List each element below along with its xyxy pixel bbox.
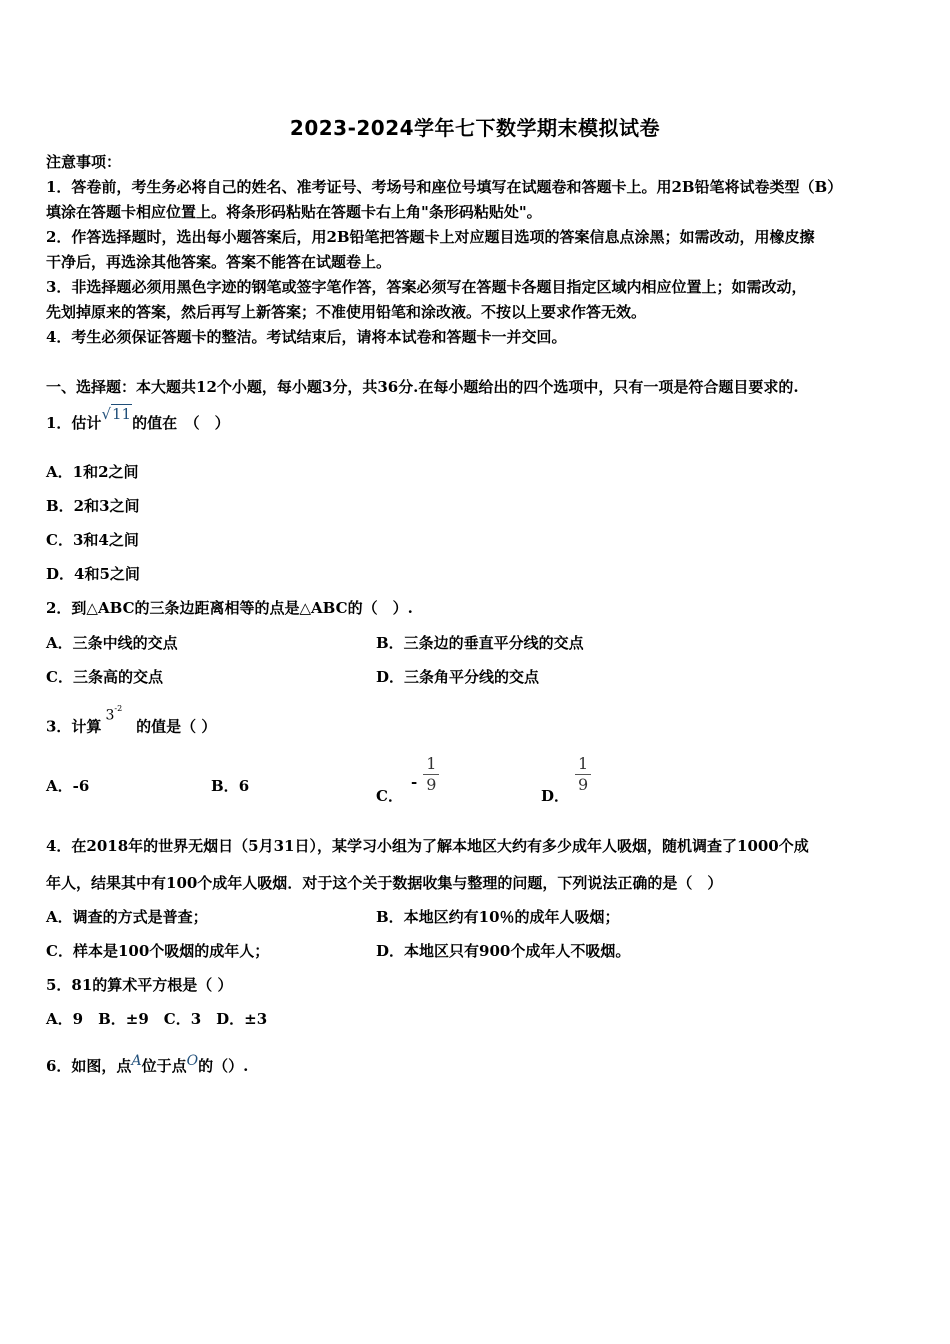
q4-option-d: D．本地区只有900个成年人不吸烟。 xyxy=(376,942,631,960)
q3-option-b xyxy=(211,776,249,796)
q4-option-a: A．调查的方式是普查； xyxy=(46,908,208,926)
q2-option-d: D．三条角平分线的交点 xyxy=(376,668,540,686)
page-title: 2023-2024学年七下数学期末模拟试卷 xyxy=(289,116,661,140)
fraction-numerator: 1 xyxy=(423,754,439,775)
point-a-label: A xyxy=(131,1053,142,1069)
q3-exponent: -2 xyxy=(114,704,123,713)
q3-option-c-label: C． xyxy=(376,786,403,805)
fraction-denominator: 9 xyxy=(578,775,589,794)
power-expression xyxy=(105,702,122,726)
q5-options: A．9 B．±9 C．3 D．±3 xyxy=(46,1010,268,1028)
q1-option-d: D．4和5之间 xyxy=(46,565,140,583)
q1-prefix: 1．估计 xyxy=(46,414,102,432)
q2-option-c: C．三条高的交点 xyxy=(46,668,163,686)
q2-option-a: A．三条中线的交点 xyxy=(46,634,178,652)
q6-suffix: 的（）. xyxy=(198,1057,249,1075)
q3-option-b-value: 6 xyxy=(238,777,250,795)
q1-suffix: 的值在 （ ） xyxy=(132,414,230,432)
question-2: 2．到△ABC的三条边距离相等的点是△ABC的（ ）. xyxy=(46,599,413,617)
q6-prefix: 6．如图，点 xyxy=(46,1057,132,1075)
question-1 xyxy=(46,405,230,433)
notice-line: 1．答卷前，考生务必将自己的姓名、准考证号、考场号和座位号填写在试题卷和答题卡上。用2B铅笔将试卷类型（B） xyxy=(46,178,843,196)
q3-option-d-label: D． xyxy=(541,786,570,805)
notice-line: 干净后，再选涂其他答案。答案不能答在试题卷上。 xyxy=(46,253,392,271)
q3-option-c xyxy=(376,754,439,805)
q3-option-c-fraction xyxy=(423,754,439,795)
fraction-numerator: 1 xyxy=(575,754,591,775)
q4-option-b: B．本地区约有10％的成年人吸烟； xyxy=(376,908,620,926)
q3-option-a-value: -6 xyxy=(72,777,90,795)
q1-option-c: C．3和4之间 xyxy=(46,531,139,549)
q6-middle: 位于点 xyxy=(141,1057,187,1075)
q3-suffix: 的值是（ ） xyxy=(136,717,217,736)
notice-line: 先划掉原来的答案，然后再写上新答案；不准使用铅笔和涂改液。不按以上要求作答无效。 xyxy=(46,303,647,321)
q3-option-a-label: A． xyxy=(46,777,73,795)
q3-option-a xyxy=(46,776,89,796)
question-5: 5．81的算术平方根是（ ） xyxy=(46,976,233,994)
q3-option-b-label: B． xyxy=(211,777,239,795)
sqrt-expression xyxy=(101,404,132,424)
q2-option-b: B．三条边的垂直平分线的交点 xyxy=(376,634,584,652)
question-4-line-1: 4．在2018年的世界无烟日（5月31日），某学习小组为了解本地区大约有多少成年人吸烟，随机调查了1000个成 xyxy=(46,837,809,855)
q3-base: 3 xyxy=(105,707,115,724)
fraction-denominator: 9 xyxy=(426,775,437,794)
q1-option-b: B．2和3之间 xyxy=(46,497,140,515)
point-o-label: O xyxy=(186,1053,199,1069)
notice-line: 填涂在答题卡相应位置上。将条形码粘贴在答题卡右上角"条形码粘贴处"。 xyxy=(46,203,542,221)
question-6 xyxy=(46,1053,249,1077)
section-heading: 一、选择题：本大题共12个小题，每小题3分，共36分.在每小题给出的四个选项中，只有一项是符合题目要求的. xyxy=(46,378,799,396)
q1-option-a: A．1和2之间 xyxy=(46,463,139,481)
q3-prefix: 3．计算 xyxy=(46,717,102,736)
question-3 xyxy=(46,704,217,738)
q1-radicand: 11 xyxy=(112,405,132,423)
radical-sign-icon: √ xyxy=(101,405,111,423)
q3-option-c-sign: - xyxy=(410,772,418,791)
q4-option-c: C．样本是100个吸烟的成年人； xyxy=(46,942,270,960)
question-4-line-2: 年人，结果其中有100个成年人吸烟．对于这个关于数据收集与整理的问题，下列说法正确的是（ ） xyxy=(46,874,723,892)
notice-line: 4．考生必须保证答题卡的整洁。考试结束后，请将本试卷和答题卡一并交回。 xyxy=(46,328,567,346)
notice-line: 3．非选择题必须用黑色字迹的钢笔或签字笔作答，答案必须写在答题卡各题目指定区域内相应位置上；如需改动， xyxy=(46,278,807,296)
q3-option-d xyxy=(541,754,591,805)
q3-option-d-fraction xyxy=(575,754,591,795)
notice-line: 2．作答选择题时，选出每小题答案后，用2B铅笔把答题卡上对应题目选项的答案信息点涂黑；如需改动，用橡皮擦 xyxy=(46,228,815,246)
notice-heading: 注意事项： xyxy=(46,153,122,171)
